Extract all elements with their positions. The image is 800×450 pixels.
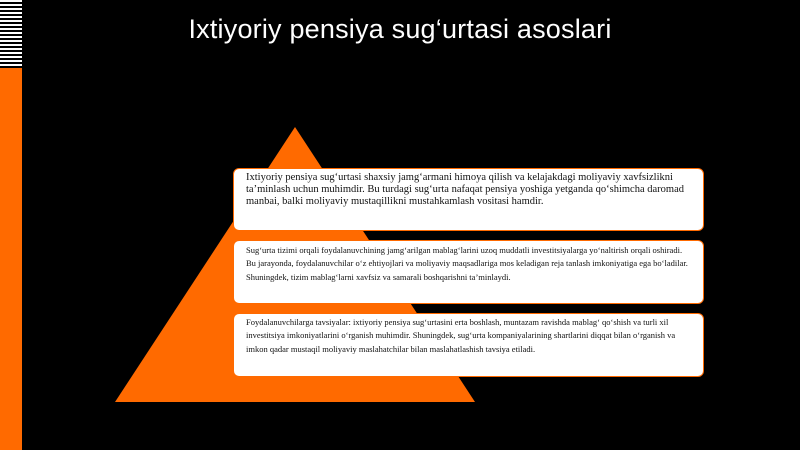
pyramid-level-2-card [233, 240, 704, 304]
accent-side-bar [0, 68, 22, 450]
pyramid-level-2-text: Sug‘urta tizimi orqali foydalanuvchining jamg‘arilgan mablag‘larini uzoq muddatli investitsiyalarga yo‘naltirish orqali oshiradi. Bu jarayonda, foydalanuvchilar o‘z ehtiyojlari va moliyaviy maqsadlariga mos keladigan reja tanlash imkoniyatiga ega bo‘ladilar. Shuningdek, tizim mablag‘larni xavfsiz va samarali boshqarishni ta’minlaydi. [246, 245, 688, 282]
pyramid-level-1-card [233, 168, 704, 231]
pyramid-level-3-card [233, 313, 704, 377]
pyramid-level-3-text: Foydalanuvchilarga tavsiyalar: ixtiyoriy pensiya sug‘urtasini erta boshlash, muntazam ravishda mablag‘ qo‘shish va turli xil investitsiya imkoniyatlarini o‘rganish muhimdir. Shuningdek, sug‘urta kompaniyalarining shartlarini diqqat bilan o‘rganish va imkon qadar mustaqil moliyaviy maslahatchilar bilan maslahatlashish tavsiya etiladi. [246, 317, 676, 354]
slide-title: Ixtiyoriy pensiya sug‘urtasi asoslari [188, 14, 612, 44]
pyramid-level-1-text: Ixtiyoriy pensiya sug‘urtasi shaxsiy jamg‘armani himoya qilish va kelajakdagi moliyaviy xavfsizlikni ta’minlash uchun muhimdir. Bu turdagi sug‘urta nafaqat pensiya yoshiga yetganda qo‘shimcha daromad manbai, balki moliyaviy mustaqillikni mustahkamlash vositasi hamdir. [246, 172, 684, 207]
